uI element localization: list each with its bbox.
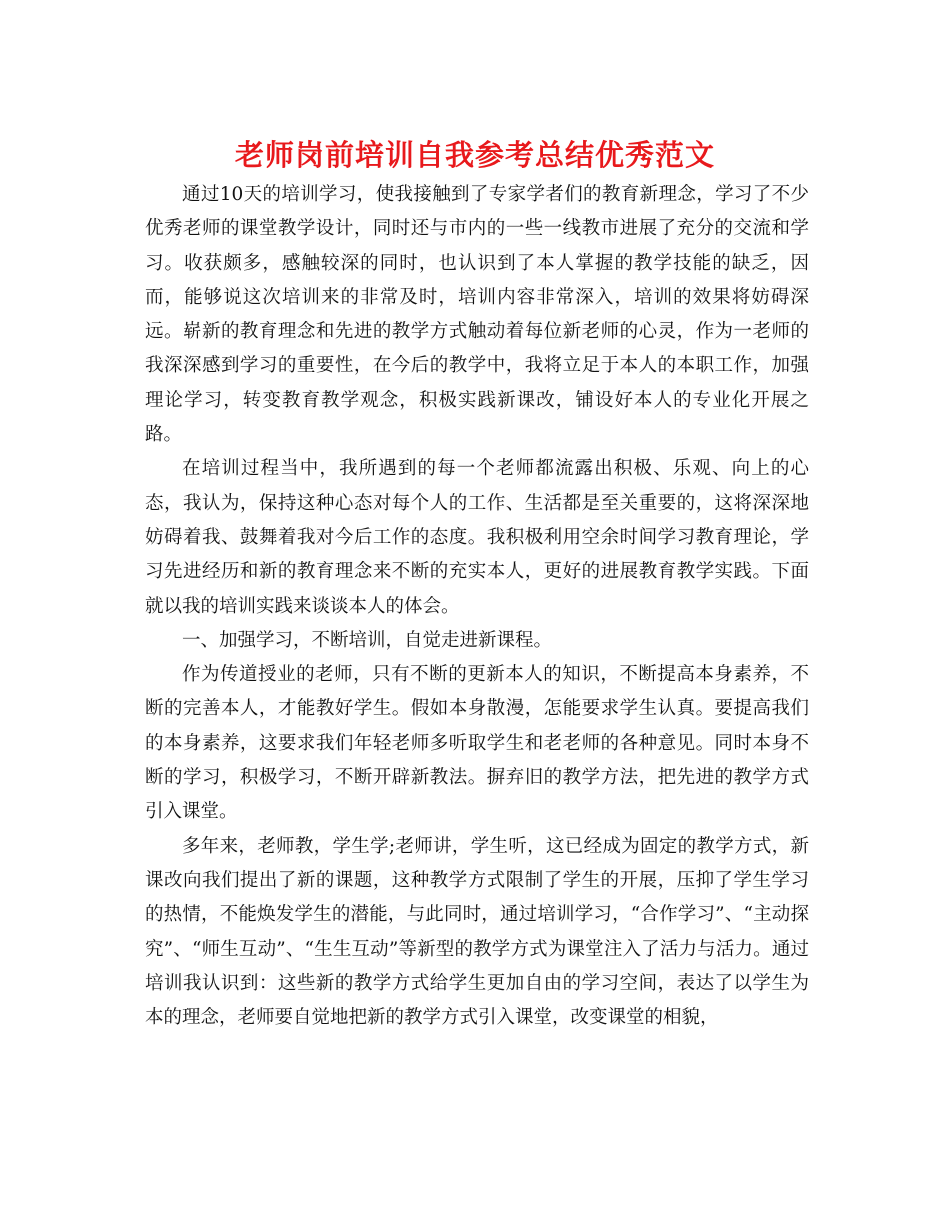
paragraph-2: 在培训过程当中，我所遇到的每一个老师都流露出积极、乐观、向上的心态，我认为，保持这种心态对每个人的工作、生活都是至关重要的，这将深深地妨碍着我、鼓舞着我对今后工作的态度。我积极利用空余时间学习教育理论，学习先进经历和新的教育理念来不断的充实本人，更好的进展教育教学实践。下面就以我的培训实践来谈谈本人的体会。 bbox=[145, 458, 809, 617]
section-heading-1: 一、加强学习，不断培训，自觉走进新课程。 bbox=[182, 629, 553, 651]
document-body bbox=[145, 178, 809, 1035]
document-title: 老师岗前培训自我参考总结优秀范文 bbox=[234, 138, 715, 172]
paragraph-1: 通过10天的培训学习，使我接触到了专家学者们的教育新理念，学习了不少优秀老师的课堂教学设计，同时还与市内的一些一线教市进展了充分的交流和学习。收获颇多，感触较深的同时，也认识到了本人掌握的教学技能的缺乏，因而，能够说这次培训来的非常及时，培训内容非常深入，培训的效果将妨碍深远。崭新的教育理念和先进的教学方式触动着每位新老师的心灵，作为一老师的我深深感到学习的重要性，在今后的教学中，我将立足于本人的本职工作，加强理论学习，转变教育教学观念，积极实践新课改，铺设好本人的专业化开展之路。 bbox=[145, 184, 809, 446]
paragraph-4: 多年来，老师教，学生学;老师讲，学生听，这已经成为固定的教学方式，新课改向我们提出了新的课题，这种教学方式限制了学生的开展，压抑了学生学习的热情，不能焕发学生的潜能，与此同时，通过培训学习，“合作学习”、“主动探究”、“师生互动”、“生生互动”等新型的教学方式为课堂注入了活力与活力。通过培训我认识到：这些新的教学方式给学生更加自由的学习空间，表达了以学生为本的理念，老师要自觉地把新的教学方式引入课堂，改变课堂的相貌， bbox=[145, 835, 809, 1029]
paragraph-3: 作为传道授业的老师，只有不断的更新本人的知识，不断提高本身素养，不断的完善本人，才能教好学生。假如本身散漫，怎能要求学生认真。要提高我们的本身素养，这要求我们年轻老师多听取学生和老老师的各种意见。同时本身不断的学习，积极学习，不断开辟新教法。摒弃旧的教学方法，把先进的教学方式引入课堂。 bbox=[145, 664, 809, 823]
